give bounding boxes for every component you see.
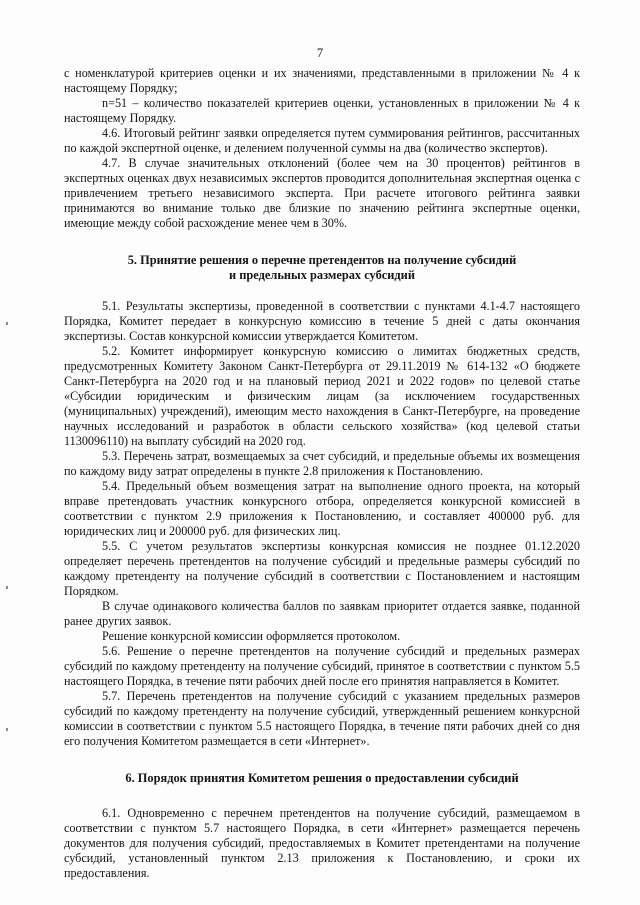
paragraph: 5.1. Результаты экспертизы, проведенной в соответствии с пунктами 4.1-4.7 настоящего Порядка, Комитет передает в конкурсную комиссию в течение 5 дней с даты окончания экспертизы. Состав конкурсной комиссии утверждается Комитетом. [64, 299, 580, 343]
paragraph: 5.2. Комитет информирует конкурсную комиссию о лимитах бюджетных средств, предусмотренных Комитету Законом Санкт-Петербурга от 29.11.2019 № 614-132 «О бюджете Санкт-Петербурга на 2020 год и на плановый период 2021 и 2022 годов» по целевой статье «Субсидии юридическим и физическим лицам (за исключением государственных (муниципальных) учреждений), имеющим место нахождения в Санкт-Петербурге, на проведение научных исследований и разработок в области сельского хозяйства» (код целевой статьи 1130096110) на выплату субсидий на 2020 год. [64, 344, 580, 448]
paragraph: В случае одинакового количества баллов по заявкам приоритет отдается заявке, поданной ранее других заявок. [64, 599, 580, 628]
scan-margin-mark [6, 728, 8, 731]
section-heading-line: 5. Принятие решения о перечне претендентов на получение субсидий [127, 253, 517, 267]
scan-margin-mark [6, 322, 8, 325]
paragraph: 5.3. Перечень затрат, возмещаемых за счет субсидий, и предельные объемы их возмещения по каждому виду затрат определены в пункте 2.8 приложения к Постановлению. [64, 449, 580, 478]
section-heading-line: 6. Порядок принятия Комитетом решения о предоставлении субсидий [125, 771, 519, 785]
paragraph: 6.1. Одновременно с перечнем претендентов на получение субсидий, размещаемом в соответствии с пунктом 5.7 настоящего Порядка, в сети «Интернет» размещается перечень документов для получения субсидий, предоставляемых в Комитет претендентами на получение субсидий, установленный пунктом 2.13 приложения к Постановлению, и сроки их предоставления. [64, 806, 580, 880]
paragraph: 5.7. Перечень претендентов на получение субсидий с указанием предельных размеров субсидий по каждому претенденту на получение субсидий, утвержденный решением конкурсной комиссии в соответствии с пунктом 5.5 настоящего Порядка, в течение пяти рабочих дней со дня его получения Комитетом размещается в сети «Интернет». [64, 689, 580, 748]
document-body [64, 66, 580, 881]
paragraph: n=51 – количество показателей критериев оценки, установленных в приложении № 4 к настоящему Порядку. [64, 96, 580, 125]
page-number: 7 [316, 46, 324, 60]
paragraph: Решение конкурсной комиссии оформляется протоколом. [102, 629, 401, 643]
scan-margin-mark [6, 586, 8, 589]
section-heading-line: и предельных размерах субсидий [229, 268, 415, 282]
paragraph: 4.6. Итоговый рейтинг заявки определяется путем суммирования рейтингов, рассчитанных по каждой экспертной оценке, и делением полученной суммы на два (количество экспертов). [64, 126, 580, 155]
section-heading-5 [64, 253, 580, 283]
paragraph: 4.7. В случае значительных отклонений (более чем на 30 процентов) рейтингов в экспертных оценках двух независимых экспертов проводится дополнительная экспертная оценка с привлечением третьего независимого эксперта. При расчете итогового рейтинга заявки принимаются во внимание только две близкие по значению рейтинга экспертные оценки, имеющие между собой расхождение менее чем в 30%. [64, 156, 580, 230]
section-heading-6 [64, 771, 580, 786]
paragraph: 5.5. С учетом результатов экспертизы конкурсная комиссия не позднее 01.12.2020 определяет перечень претендентов на получение субсидий и предельные размеры субсидий по каждому претенденту на получение субсидий в соответствии с Постановлением и настоящим Порядком. [64, 539, 580, 598]
paragraph: с номенклатурой критериев оценки и их значениями, представленными в приложении № 4 к настоящему Порядку; [64, 66, 580, 95]
paragraph: 5.6. Решение о перечне претендентов на получение субсидий и предельных размерах субсидий по каждому претенденту на получение субсидий, принятое в соответствии с пунктом 5.5 настоящего Порядка, в течение пяти рабочих дней после его принятия направляется в Комитет. [64, 644, 580, 688]
paragraph: 5.4. Предельный объем возмещения затрат на выполнение одного проекта, на который вправе претендовать участник конкурсного отбора, определяется конкурсной комиссией в соответствии с пунктом 2.9 приложения к Постановлению, и составляет 400000 руб. для юридических лиц и 200000 руб. для физических лиц. [64, 479, 580, 538]
